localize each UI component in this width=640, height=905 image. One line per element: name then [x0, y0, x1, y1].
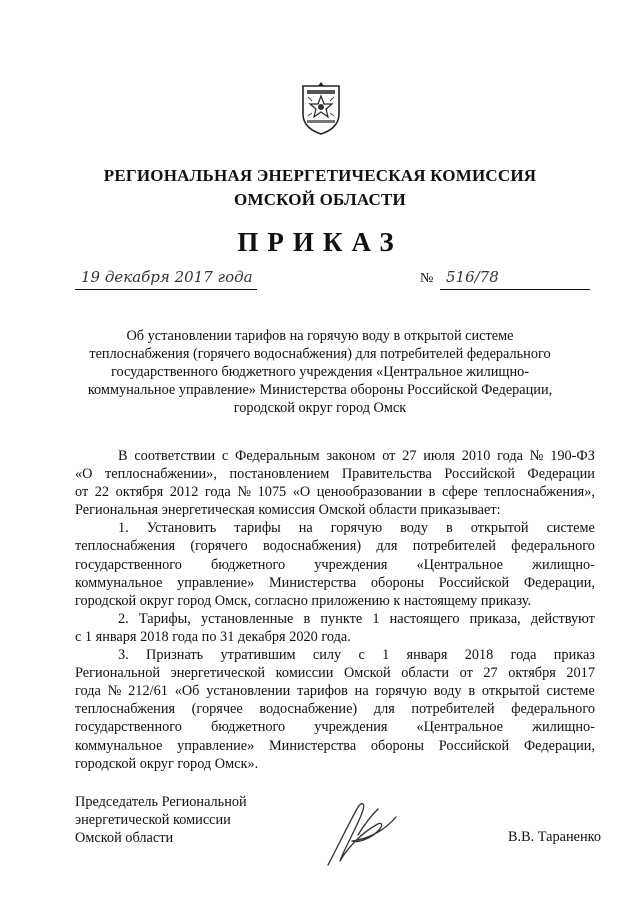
item-2-line: 2. Тарифы, установленные в пункте 1 настоящего приказа, действуют — [118, 610, 595, 627]
item-3-line: государственного бюджетного учреждения «Центральное жилищно- — [75, 719, 595, 736]
item-3-line: городской округ город Омск». — [75, 755, 259, 772]
number-label: № — [420, 271, 434, 286]
signatory-position-line: Омской области — [75, 830, 174, 846]
subject-line: коммунальное управление» Министерства обороны Российской Федерации, — [87, 382, 553, 398]
signatory-position-line: Председатель Региональной — [75, 794, 247, 810]
item-1-line: городской округ город Омск, согласно приложению к настоящему приказу. — [75, 592, 532, 609]
subject-line: Об установлении тарифов на горячую воду в открытой системе — [126, 328, 514, 344]
body-line: «О теплоснабжении», постановлением Правительства Российской Федерации — [75, 466, 595, 483]
item-3-line: 3. Признать утратившим силу с 1 января 2018 года приказ — [118, 647, 595, 664]
order-date: 19 декабря 2017 года — [75, 268, 257, 290]
body-line: В соответствии с Федеральным законом от 27 июля 2010 года № 190-ФЗ — [118, 448, 595, 464]
item-3-line: теплоснабжения (горячее водоснабжение) для потребителей федерального — [75, 701, 595, 718]
item-1-line: коммунальное управление» Министерства обороны Российской Федерации, — [75, 574, 595, 591]
organization-name-line1: РЕГИОНАЛЬНАЯ ЭНЕРГЕТИЧЕСКАЯ КОМИССИЯ — [103, 166, 537, 185]
signatory-name: В.В. Тараненко — [508, 829, 602, 845]
handwritten-signature — [318, 795, 408, 875]
item-3-line: Региональной энергетической комиссии Омской области от 27 октября 2017 — [75, 665, 595, 682]
item-1-line: государственного бюджетного учреждения «Центральное жилищно- — [75, 556, 595, 573]
signatory-position — [75, 793, 247, 847]
body-line: от 22 октября 2012 года № 1075 «О ценообразовании в сфере теплоснабжения», — [75, 484, 595, 501]
subject-line: теплоснабжения (горячего водоснабжения) для потребителей федерального — [89, 346, 551, 362]
order-subject — [60, 327, 580, 417]
subject-line: государственного бюджетного учреждения «Центральное жилищно- — [110, 364, 530, 380]
document-type-title: ПРИКАЗ — [237, 227, 403, 257]
subject-line: городской округ город Омск — [233, 400, 407, 416]
organization-name-line2: ОМСКОЙ ОБЛАСТИ — [234, 190, 406, 209]
item-1-line: теплоснабжения (горячего водоснабжения) для потребителей федерального — [75, 538, 595, 555]
item-3-line: коммунальное управление» Министерства обороны Российской Федерации, — [75, 737, 595, 754]
order-body — [75, 447, 595, 773]
signatory-position-line: энергетической комиссии — [75, 812, 231, 828]
coat-of-arms-icon — [299, 80, 343, 136]
item-2-line: с 1 января 2018 года по 31 декабря 2020 года. — [75, 628, 351, 645]
item-1-line: 1. Установить тарифы на горячую воду в открытой системе — [118, 520, 595, 537]
order-number: 516/78 — [440, 268, 590, 290]
item-3-line: года № 212/61 «Об установлении тарифов на горячую воду в открытой системе — [75, 683, 595, 700]
body-line: Региональная энергетическая комиссия Омской области приказывает: — [75, 502, 501, 519]
